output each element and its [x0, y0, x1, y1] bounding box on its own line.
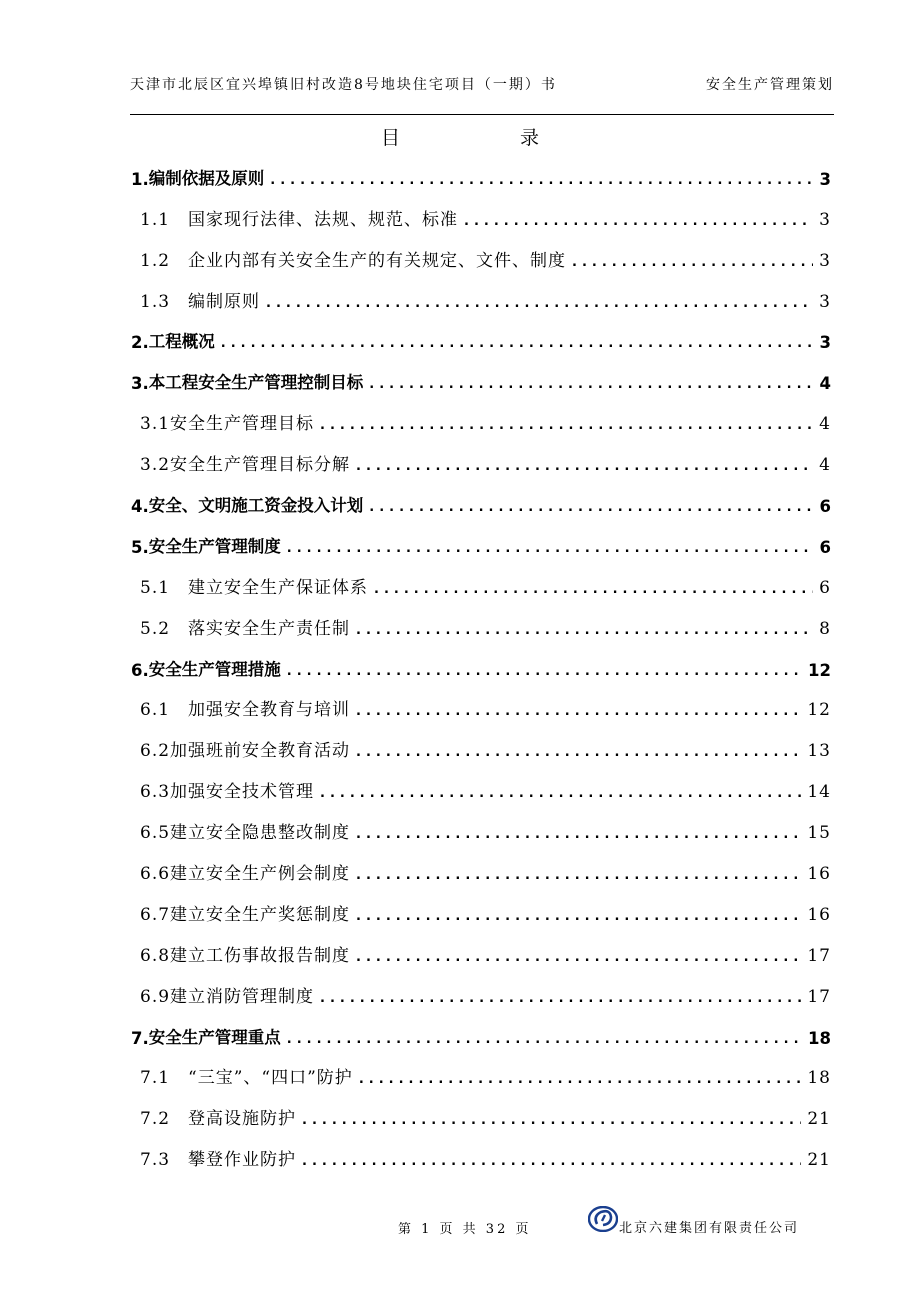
toc-entry-page: 3: [819, 209, 831, 230]
toc-leader-dots: [356, 458, 813, 475]
toc-entry[interactable]: [131, 976, 831, 1017]
toc-leader-dots: [287, 663, 802, 680]
toc-entry[interactable]: [131, 281, 831, 322]
page-footer: [0, 1200, 920, 1240]
toc-entry-number: 7.2: [140, 1109, 189, 1130]
toc-leader-dots: [374, 581, 813, 598]
company-name: 北京六建集团有限责任公司: [619, 1221, 800, 1236]
toc-entry-text: 加强安全教育与培训: [188, 700, 351, 721]
toc-entry-page: 4: [819, 414, 831, 435]
toc-entry-number: 7.: [131, 1028, 149, 1048]
toc-entry-number: 7.1: [140, 1068, 189, 1089]
toc-leader-dots: [320, 990, 801, 1007]
toc-leader-dots: [572, 254, 813, 271]
toc-leader-dots: [369, 499, 813, 516]
toc-leader-dots: [287, 540, 814, 557]
toc-entry-page: 4: [819, 455, 831, 476]
company-logo-icon: [588, 1206, 618, 1232]
toc-leader-dots: [369, 376, 813, 393]
toc-entry-page: 6: [819, 537, 831, 557]
toc-entry-number: 2.: [131, 333, 149, 353]
toc-entry-text: 国家现行法律、法规、规范、标准: [188, 209, 459, 230]
toc-leader-dots: [356, 949, 801, 966]
toc-entry-text: 工程概况: [148, 332, 215, 352]
toc-entry-page: 4: [819, 374, 831, 394]
header-project-title: 天津市北辰区宜兴埠镇旧村改造8号地块住宅项目（一期）书: [130, 77, 557, 93]
toc-entry-page: 3: [819, 333, 831, 353]
toc-leader-dots: [356, 744, 801, 761]
toc-entry-number: 5.1: [140, 577, 189, 598]
toc-title: [0, 124, 920, 152]
toc-entry-text: 安全生产管理措施: [148, 659, 281, 679]
toc-entry-page: 17: [807, 945, 831, 966]
header-document-title: 安全生产管理策划: [706, 77, 834, 93]
toc-entry-number: 3.1: [140, 414, 171, 435]
toc-entry-page: 6: [819, 577, 831, 598]
toc-entry-page: 3: [819, 169, 831, 189]
toc-entry-number: 6.: [131, 660, 149, 680]
toc-leader-dots: [356, 867, 801, 884]
toc-leader-dots: [266, 295, 813, 312]
toc-entry-text: 安全生产管理制度: [148, 536, 281, 556]
toc-leader-dots: [320, 785, 801, 802]
toc-entry-page: 12: [808, 660, 831, 680]
toc-entry[interactable]: [131, 199, 831, 240]
toc-entry-text: 建立安全生产奖惩制度: [170, 904, 351, 925]
toc-entry[interactable]: [131, 1017, 831, 1058]
toc-entry-number: 6.8: [140, 945, 171, 966]
toc-entry[interactable]: [131, 403, 831, 444]
toc-entry-number: 3.2: [140, 455, 171, 476]
toc-entry-page: 6: [819, 497, 831, 517]
toc-entry-number: 7.3: [140, 1150, 189, 1171]
toc-entry-number: 6.3: [140, 782, 171, 803]
toc-entry[interactable]: [131, 894, 831, 935]
page-number-info: 第 1 页 共 32 页: [398, 1222, 532, 1237]
toc-entry-number: 6.1: [140, 700, 189, 721]
toc-entry-page: 3: [819, 250, 831, 271]
toc-entry-number: 4.: [131, 497, 149, 517]
toc-entry-page: 14: [807, 782, 831, 803]
toc-entry-text: 建立安全生产例会制度: [170, 864, 351, 885]
toc-entry-number: 6.2: [140, 741, 171, 762]
toc-entry-text: 编制依据及原则: [148, 168, 265, 188]
toc-entry-text: 加强班前安全教育活动: [170, 741, 351, 762]
toc-leader-dots: [270, 172, 813, 189]
toc-entry-page: 18: [807, 1068, 831, 1089]
toc-leader-dots: [302, 1112, 801, 1129]
toc-entry[interactable]: [131, 485, 831, 526]
toc-entry-text: 建立安全隐患整改制度: [170, 823, 351, 844]
toc-entry[interactable]: [131, 362, 831, 403]
toc-entry-text: “三宝”、“四口”防护: [188, 1068, 353, 1089]
toc-leader-dots: [356, 908, 801, 925]
toc-entry[interactable]: [131, 649, 831, 690]
toc-leader-dots: [356, 622, 813, 639]
table-of-contents: [131, 158, 831, 1180]
toc-entry-page: 8: [819, 618, 831, 639]
toc-entry-text: 攀登作业防护: [188, 1150, 297, 1171]
toc-leader-dots: [320, 417, 813, 434]
toc-entry-text: 安全、文明施工资金投入计划: [148, 496, 364, 516]
toc-entry-text: 建立工伤事故报告制度: [170, 945, 351, 966]
toc-entry-number: 1.2: [140, 250, 189, 271]
toc-entry-text: 安全生产管理目标: [170, 414, 315, 435]
toc-entry-page: 16: [807, 864, 831, 885]
toc-leader-dots: [221, 335, 814, 352]
toc-entry[interactable]: [131, 444, 831, 485]
toc-entry[interactable]: [131, 158, 831, 199]
toc-entry-number: 1.: [131, 169, 149, 189]
toc-entry-number: 6.6: [140, 864, 171, 885]
toc-entry-text: 安全生产管理目标分解: [170, 455, 351, 476]
toc-title-char-1: 目: [380, 127, 400, 149]
toc-title-char-2: 录: [520, 127, 540, 149]
toc-entry[interactable]: [131, 526, 831, 567]
toc-entry-text: 建立消防管理制度: [170, 986, 315, 1007]
toc-entry[interactable]: [131, 730, 831, 771]
toc-entry-text: 编制原则: [188, 291, 261, 312]
toc-entry-page: 15: [807, 823, 831, 844]
toc-entry-text: 安全生产管理重点: [148, 1027, 281, 1047]
toc-entry-page: 17: [807, 986, 831, 1007]
toc-entry[interactable]: [131, 1098, 831, 1139]
toc-entry[interactable]: [131, 322, 831, 363]
toc-entry-page: 12: [807, 700, 831, 721]
toc-leader-dots: [287, 1031, 802, 1048]
toc-entry-number: 6.9: [140, 986, 171, 1007]
toc-entry-text: 登高设施防护: [188, 1109, 297, 1130]
toc-entry-text: 企业内部有关安全生产的有关规定、文件、制度: [188, 250, 567, 271]
toc-entry-page: 3: [819, 291, 831, 312]
toc-entry-number: 3.: [131, 374, 149, 394]
toc-entry[interactable]: [131, 690, 831, 731]
toc-entry-text: 建立安全生产保证体系: [188, 577, 369, 598]
toc-entry[interactable]: [131, 240, 831, 281]
toc-entry-page: 21: [807, 1150, 831, 1171]
toc-leader-dots: [302, 1153, 801, 1170]
toc-entry[interactable]: [131, 1139, 831, 1180]
toc-entry-text: 落实安全生产责任制: [188, 618, 351, 639]
toc-leader-dots: [359, 1071, 802, 1088]
toc-entry[interactable]: [131, 853, 831, 894]
toc-leader-dots: [356, 826, 801, 843]
toc-entry-number: 5.2: [140, 618, 189, 639]
toc-entry-number: 1.3: [140, 291, 189, 312]
toc-entry[interactable]: [131, 567, 831, 608]
toc-leader-dots: [464, 213, 813, 230]
toc-entry[interactable]: [131, 771, 831, 812]
toc-entry-number: 1.1: [140, 209, 189, 230]
toc-entry-number: 6.5: [140, 823, 171, 844]
toc-entry-text: 加强安全技术管理: [170, 782, 315, 803]
toc-entry[interactable]: [131, 1058, 831, 1099]
toc-entry-text: 本工程安全生产管理控制目标: [148, 373, 364, 393]
toc-leader-dots: [356, 703, 801, 720]
toc-entry-page: 13: [807, 741, 831, 762]
toc-entry-number: 5.: [131, 537, 149, 557]
toc-entry-page: 16: [807, 904, 831, 925]
toc-entry[interactable]: [131, 608, 831, 649]
toc-entry-page: 18: [808, 1028, 831, 1048]
toc-entry-page: 21: [807, 1109, 831, 1130]
page-header: [130, 76, 834, 115]
toc-entry[interactable]: [131, 812, 831, 853]
toc-entry[interactable]: [131, 935, 831, 976]
toc-entry-number: 6.7: [140, 904, 171, 925]
